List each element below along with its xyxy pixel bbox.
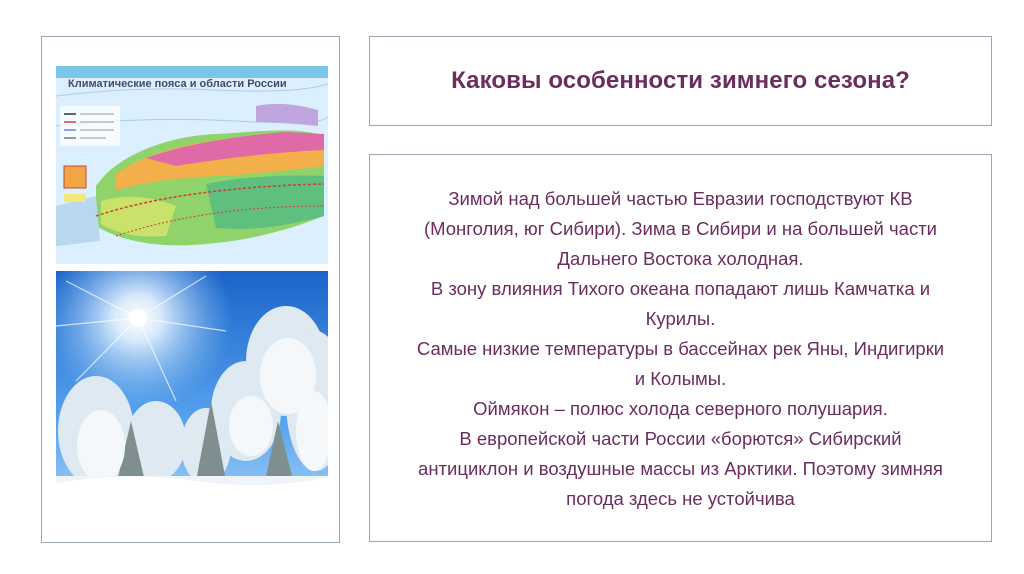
text-line: Зимой над большей частью Евразии господствуют КВ xyxy=(448,188,913,209)
text-line: Оймякон – полюс холода северного полушария. xyxy=(473,398,888,419)
image-panel xyxy=(41,36,340,543)
text-line: Самые низкие температуры в бассейнах рек Яны, Индигирки xyxy=(416,338,945,359)
title-box xyxy=(369,36,992,126)
winter-landscape-drawing xyxy=(56,271,328,533)
body-text xyxy=(403,184,958,514)
climate-map-drawing xyxy=(56,66,328,264)
climate-map-image xyxy=(56,66,328,264)
page-title: Каковы особенности зимнего сезона? xyxy=(451,67,910,94)
text-line: и Колымы. xyxy=(634,368,727,389)
winter-landscape-photo xyxy=(56,271,328,533)
text-line: Дальнего Востока холодная. xyxy=(557,248,804,269)
map-title: Климатические пояса и области России xyxy=(68,78,287,90)
text-line: погода здесь не устойчива xyxy=(566,488,795,509)
text-line: В европейской части России «борются» Сибирский xyxy=(459,428,902,449)
text-line: антициклон и воздушные массы из Арктики. Поэтому зимняя xyxy=(418,458,943,479)
text-line: Курилы. xyxy=(645,308,716,329)
text-line: (Монголия, юг Сибири). Зима в Сибири и на большей части xyxy=(423,218,937,239)
text-line: В зону влияния Тихого океана попадают лишь Камчатка и xyxy=(430,278,931,299)
text-box xyxy=(369,154,992,542)
